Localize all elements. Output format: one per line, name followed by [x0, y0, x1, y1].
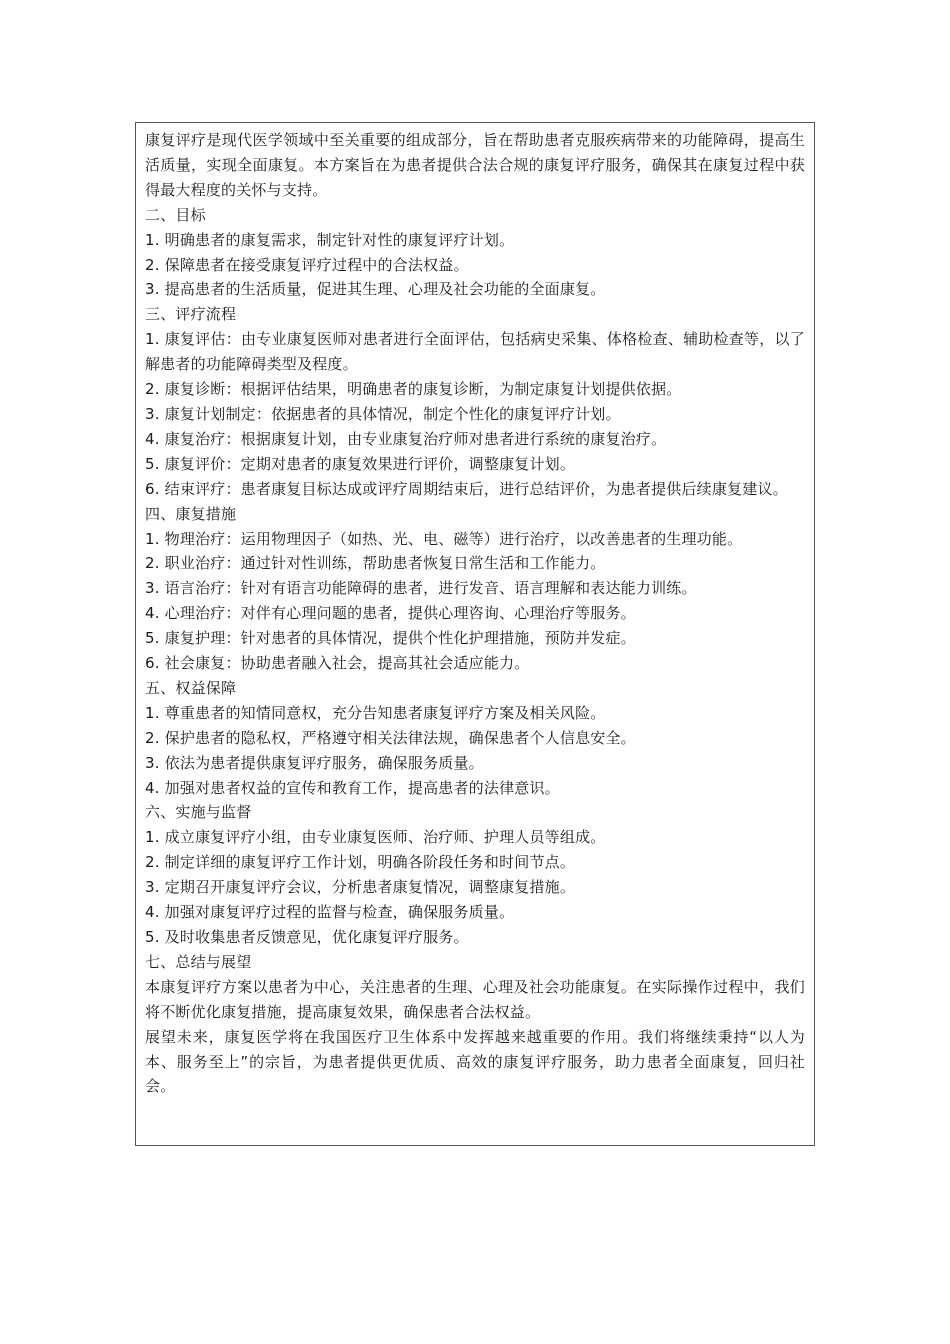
- list-item: 2. 保障患者在接受康复评疗过程中的合法权益。: [145, 255, 469, 274]
- section-heading-goals: 二、目标: [145, 205, 206, 224]
- section-heading-process: 三、评疗流程: [145, 305, 237, 324]
- intro-paragraph: 康复评疗是现代医学领域中至关重要的组成部分，旨在帮助患者克服疾病带来的功能障碍，提高生活质量，实现全面康复。本方案旨在为患者提供合法合规的康复评疗服务，确保其在康复过程中获得最大程度的关怀与支持。: [145, 131, 805, 199]
- list-item: 1. 物理治疗：运用物理因子（如热、光、电、磁等）进行治疗，以改善患者的生理功能。: [145, 529, 743, 548]
- list-item: 3. 语言治疗：针对有语言功能障碍的患者，进行发音、语言理解和表达能力训练。: [145, 579, 697, 598]
- list-item: 4. 加强对康复评疗过程的监督与检查，确保服务质量。: [145, 903, 515, 922]
- section-heading-implementation: 六、实施与监督: [145, 803, 252, 822]
- list-item: 4. 加强对患者权益的宣传和教育工作，提高患者的法律意识。: [145, 778, 560, 797]
- list-item: 2. 保护患者的隐私权，严格遵守相关法律法规，确保患者个人信息安全。: [145, 728, 636, 747]
- list-item: 5. 康复护理：针对患者的具体情况，提供个性化护理措施，预防并发症。: [145, 629, 636, 648]
- list-item: 3. 提高患者的生活质量，促进其生理、心理及社会功能的全面康复。: [145, 280, 606, 299]
- list-item: 6. 结束评疗：患者康复目标达成或评疗周期结束后，进行总结评价，为患者提供后续康复建议。: [145, 479, 788, 498]
- list-item: 2. 康复诊断：根据评估结果，明确患者的康复诊断，为制定康复计划提供依据。: [145, 380, 682, 399]
- section-heading-rights: 五、权益保障: [145, 678, 237, 697]
- list-item: 4. 康复治疗：根据康复计划，由专业康复治疗师对患者进行系统的康复治疗。: [145, 429, 667, 448]
- list-item: 2. 职业治疗：通过针对性训练，帮助患者恢复日常生活和工作能力。: [145, 554, 606, 573]
- summary-paragraph: 本康复评疗方案以患者为中心，关注患者的生理、心理及社会功能康复。在实际操作过程中，我们将不断优化康复措施，提高康复效果，确保患者合法权益。: [145, 977, 805, 1021]
- outlook-paragraph: 展望未来，康复医学将在我国医疗卫生体系中发挥越来越重要的作用。我们将继续秉持“以人为本、服务至上”的宗旨，为患者提供更优质、高效的康复评疗服务，助力患者全面康复，回归社会。: [145, 1027, 805, 1096]
- list-item: 1. 明确患者的康复需求，制定针对性的康复评疗计划。: [145, 230, 515, 249]
- list-item: 3. 依法为患者提供康复评疗服务，确保服务质量。: [145, 753, 484, 772]
- section-heading-summary: 七、总结与展望: [145, 952, 252, 971]
- list-item: 3. 康复计划制定：依据患者的具体情况，制定个性化的康复评疗计划。: [145, 404, 621, 423]
- list-item: 1. 尊重患者的知情同意权，充分告知患者康复评疗方案及相关风险。: [145, 703, 606, 722]
- list-item: 1. 成立康复评疗小组，由专业康复医师、治疗师、护理人员等组成。: [145, 828, 606, 847]
- list-item: 5. 康复评价：定期对患者的康复效果进行评价，调整康复计划。: [145, 454, 576, 473]
- list-item: 4. 心理治疗：对伴有心理问题的患者，提供心理咨询、心理治疗等服务。: [145, 604, 636, 623]
- list-item: 5. 及时收集患者反馈意见，优化康复评疗服务。: [145, 928, 469, 946]
- list-item: 6. 社会康复：协助患者融入社会，提高其社会适应能力。: [145, 654, 530, 673]
- section-heading-measures: 四、康复措施: [145, 504, 237, 523]
- list-item: 2. 制定详细的康复评疗工作计划，明确各阶段任务和时间节点。: [145, 853, 576, 872]
- list-item: 1. 康复评估：由专业康复医师对患者进行全面评估，包括病史采集、体格检查、辅助检查等，以了解患者的功能障碍类型及程度。: [145, 330, 805, 374]
- document-content-box: [135, 122, 815, 1146]
- list-item: 3. 定期召开康复评疗会议，分析患者康复情况，调整康复措施。: [145, 878, 576, 897]
